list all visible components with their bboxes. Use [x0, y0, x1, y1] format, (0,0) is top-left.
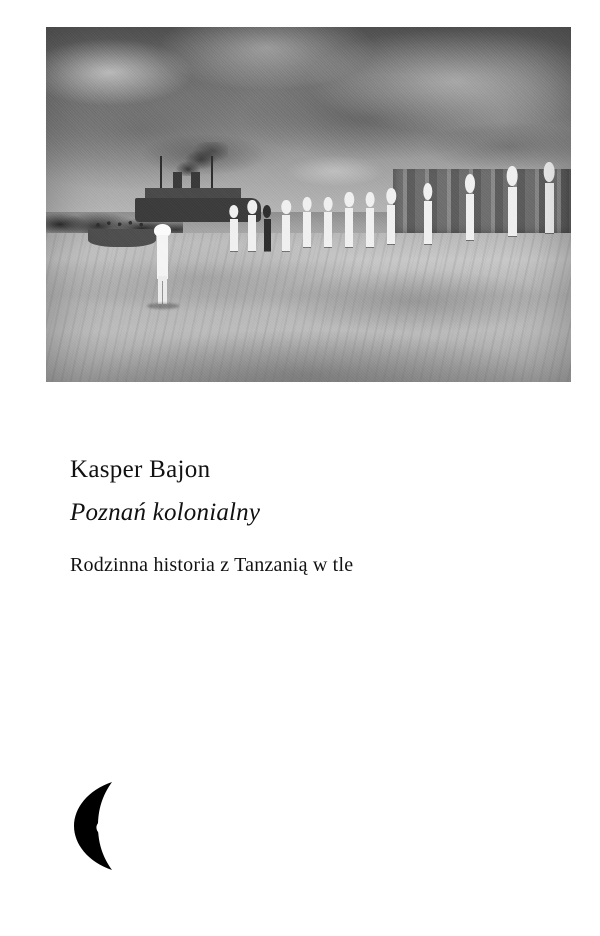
figure-standing — [545, 183, 554, 233]
figure-standing — [387, 205, 395, 244]
ship-mast — [160, 156, 162, 191]
book-title: Poznań kolonialny — [70, 498, 261, 526]
rowing-boat-icon — [88, 229, 156, 247]
figure-legs — [158, 276, 167, 304]
ship-hull — [135, 198, 261, 222]
foreground-colonial-figure — [154, 222, 172, 304]
figure-standing — [303, 212, 310, 248]
figure-standing — [230, 219, 238, 251]
author-name: Kasper Bajon — [70, 456, 211, 483]
cover-photograph — [46, 27, 571, 382]
figure-standing — [424, 201, 432, 244]
publisher-logo — [72, 780, 116, 872]
smoke-plume — [171, 142, 229, 176]
book-subtitle: Rodzinna historia z Tanzanią w tle — [70, 554, 354, 576]
figure-standing — [345, 208, 353, 247]
photo-scene — [46, 27, 571, 382]
figure-torso — [157, 235, 168, 279]
cover-text-block — [70, 455, 540, 578]
figure-shadow — [147, 303, 179, 309]
figure-standing — [248, 215, 256, 251]
figure-standing — [324, 212, 331, 248]
figure-standing — [366, 208, 373, 247]
figure-standing — [264, 219, 271, 251]
beach-sand — [46, 233, 571, 382]
figure-standing — [508, 187, 517, 237]
figure-standing — [282, 215, 290, 251]
figure-standing — [466, 194, 474, 240]
warship-icon — [135, 165, 261, 222]
ship-mast — [211, 156, 213, 191]
